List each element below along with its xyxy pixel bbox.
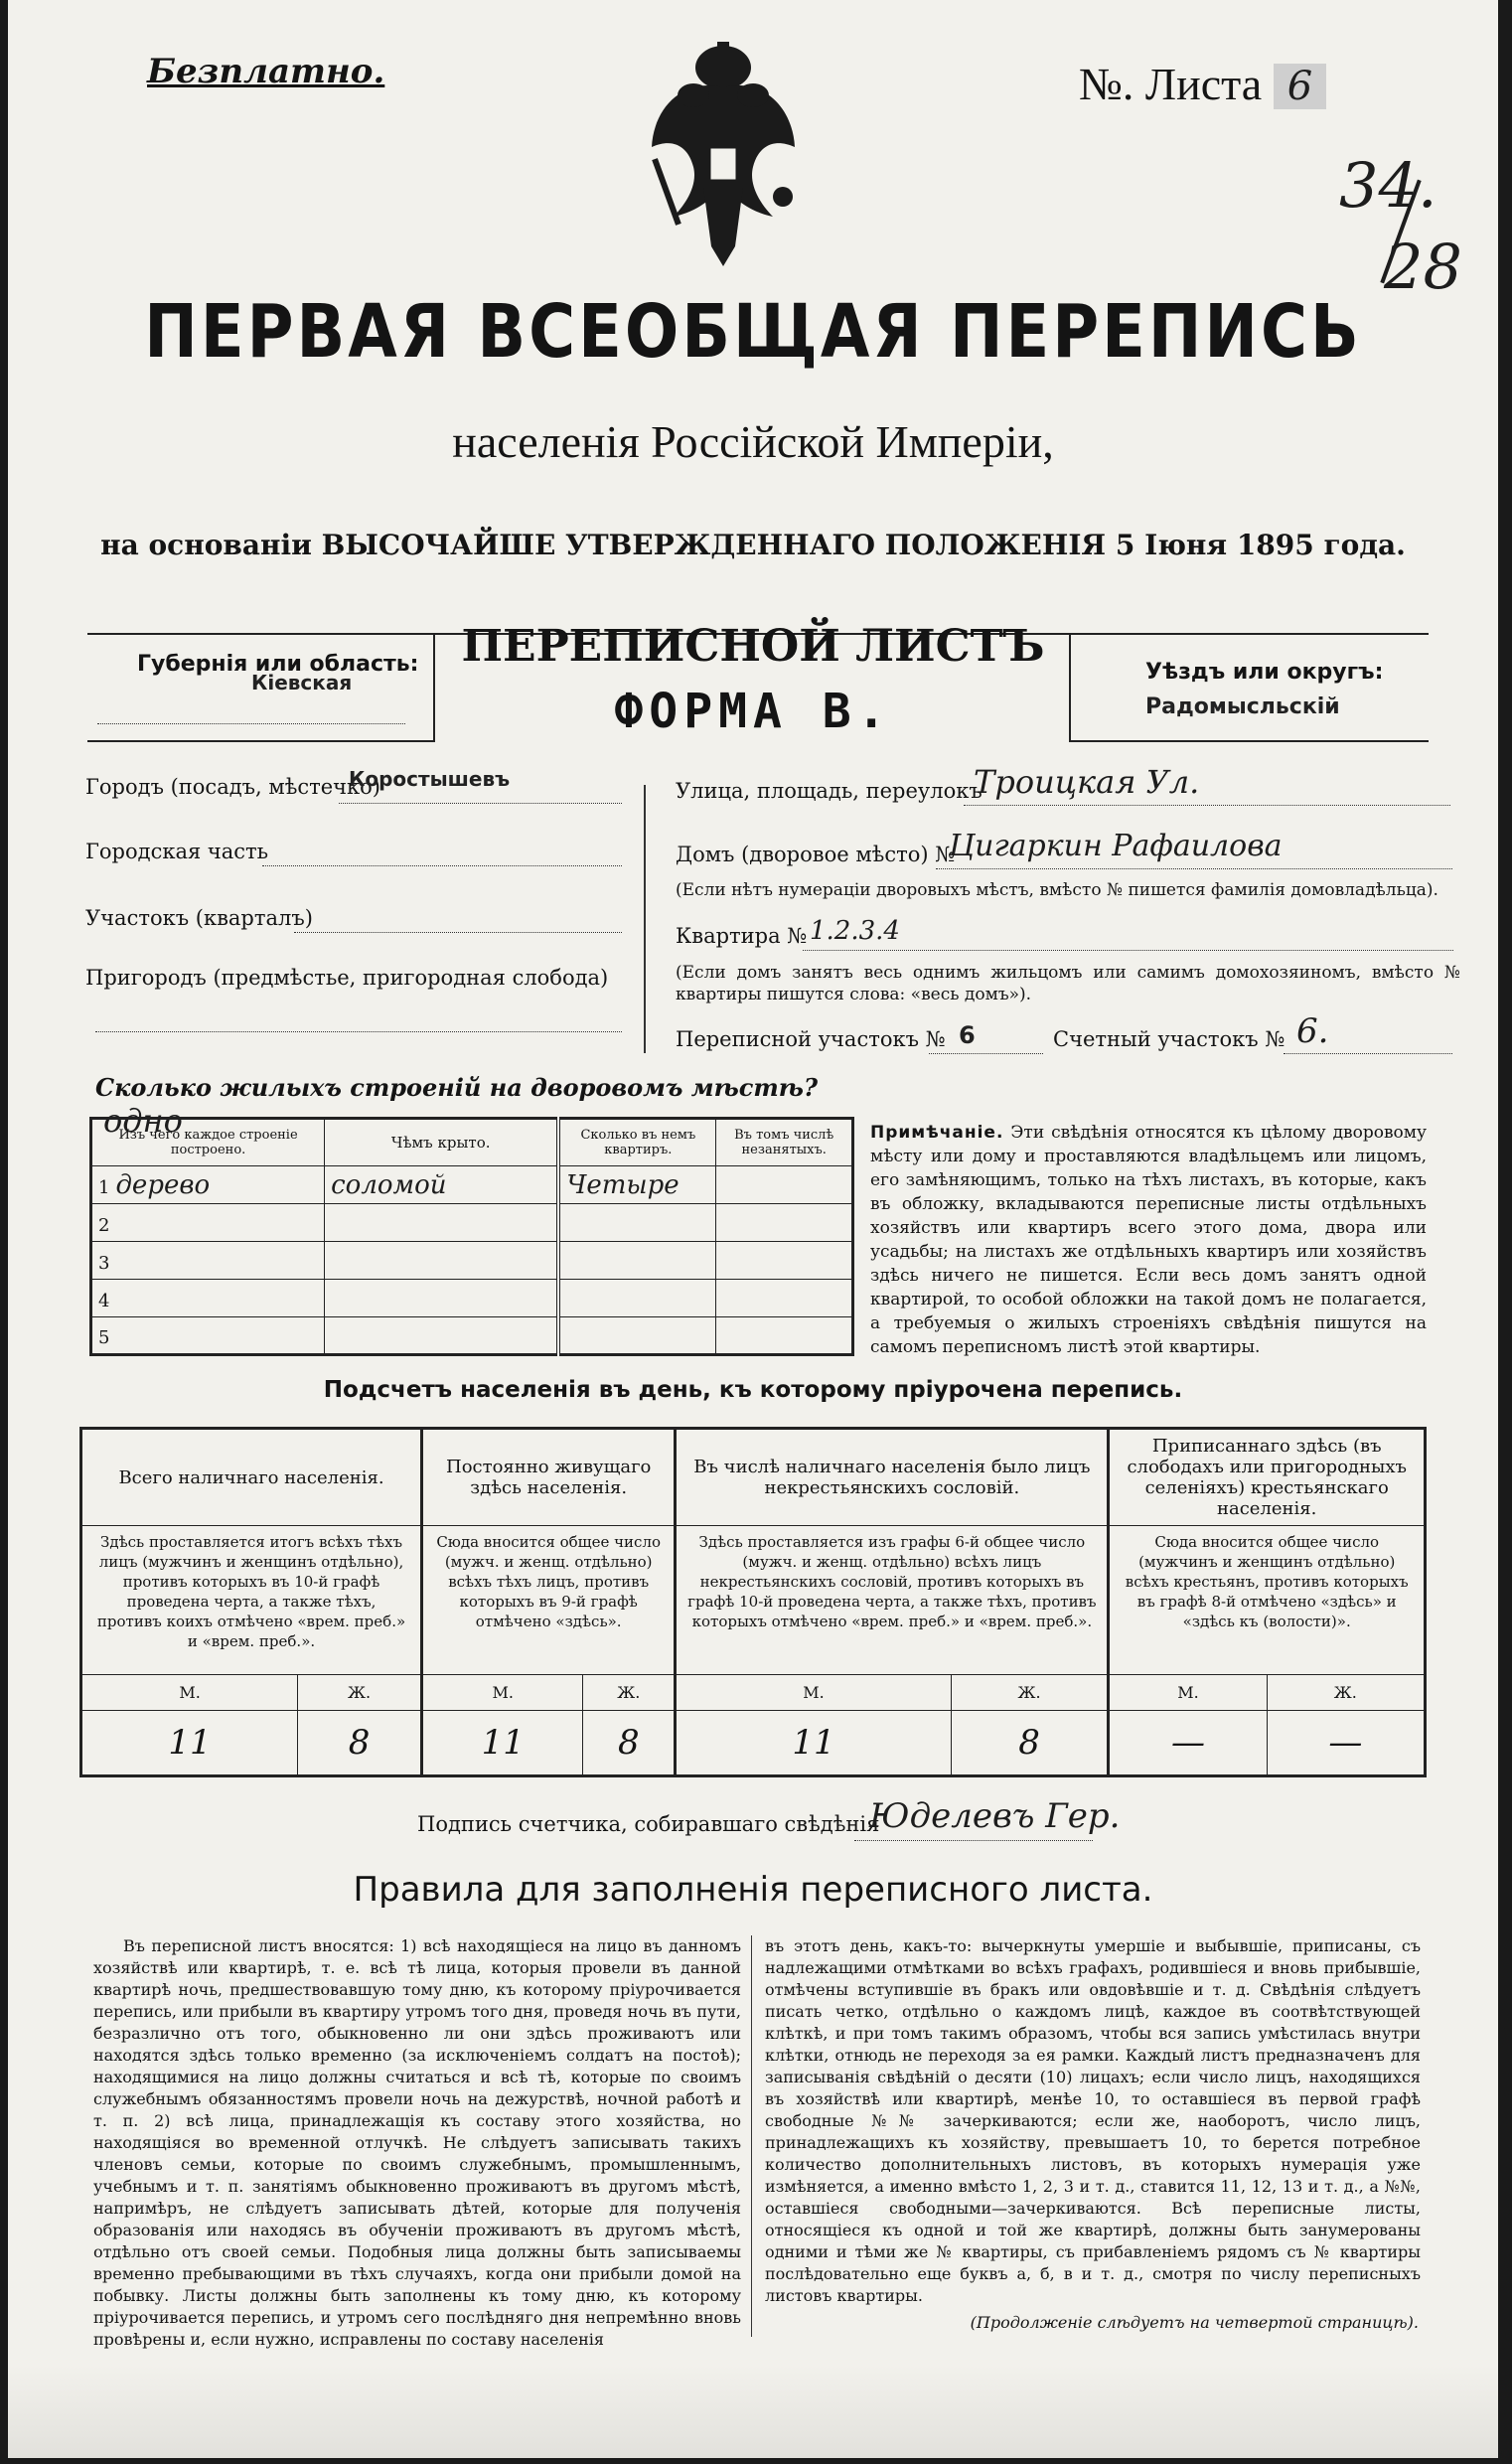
precinct-field xyxy=(85,906,622,946)
house-rule xyxy=(936,868,1452,869)
population-m-label: М. xyxy=(81,1675,298,1711)
location-divider xyxy=(644,785,646,1053)
buildings-row-number: 5 xyxy=(98,1327,110,1348)
buildings-cell-roof xyxy=(325,1242,559,1280)
signature-value: Юделевъ Гер. xyxy=(869,1796,1121,1836)
precinct-rule xyxy=(294,932,622,933)
street-field xyxy=(676,763,1460,819)
coat-of-arms xyxy=(644,38,803,276)
population-group-desc: Сюда вносится общее число (мужч. и женщ. отдѣльно) всѣхъ тѣхъ лицъ, противъ которыхъ въ 9-й графѣ отмѣчено «здѣсь». xyxy=(422,1526,676,1675)
buildings-col-apartments: Сколько въ немъ квартиръ. xyxy=(558,1119,716,1166)
buildings-cell-roof xyxy=(325,1166,559,1204)
population-m-value: 11 xyxy=(676,1711,951,1776)
buildings-cell-material xyxy=(91,1166,325,1204)
buildings-note xyxy=(870,1121,1427,1359)
population-f-value: 8 xyxy=(951,1711,1109,1776)
buildings-cell-material-value: дерево xyxy=(115,1169,211,1200)
buildings-col-vacant: Въ томъ числѣ незанятыхъ. xyxy=(716,1119,853,1166)
population-table xyxy=(79,1427,1427,1777)
suburb-label: Пригородъ (предмѣстье, пригородная слобода) xyxy=(85,966,609,990)
apartment-rule xyxy=(803,950,1453,951)
population-group-desc: Здѣсь проставляется изъ графы 6-й общее число (мужч. и женщ. отдѣльно) всѣхъ лицъ некрестьянскихъ сословій, противъ которыхъ въ графѣ 10-й проведена черта, а также тѣхъ, противъ которыхъ отмѣчено «врем. преб.» и «врем. преб.». xyxy=(676,1526,1109,1675)
town-rule xyxy=(339,803,622,804)
buildings-note-text: Эти свѣдѣнія относятся къ цѣлому дворовому мѣсту или дому и проставляются владѣльцемъ или лицомъ, его замѣняющимъ, только на тѣхъ листахъ, въ которые, какъ въ обложку, вкладываются переписные листы отдѣльныхъ хозяйствъ или квартиръ всего этого дома, двора или усадьбы; на листахъ же отдѣльныхъ квартиръ или хозяйствъ здѣсь ничего не пишется. Если весь домъ занятъ одной квартирой, то особой обложки на такой домъ не полагается, а требуемыя о жилыхъ строеніяхъ свѣдѣнія пишутся на самомъ переписномъ листѣ этой квартиры. xyxy=(870,1123,1427,1357)
buildings-cell-roof-value: соломой xyxy=(331,1169,447,1200)
census-sheet xyxy=(8,0,1498,2458)
corner-mark-top: 34. xyxy=(1339,149,1437,222)
street-label: Улица, площадь, переулокъ xyxy=(676,779,983,803)
signature-field xyxy=(417,1796,1411,1852)
population-f-value: 8 xyxy=(298,1711,422,1776)
census-district-label: Переписной участокъ № xyxy=(676,1027,946,1051)
signature-label: Подпись счетчика, собиравшаго свѣдѣнія xyxy=(417,1812,880,1836)
town-part-field xyxy=(85,840,622,879)
signature-rule xyxy=(854,1840,1093,1841)
population-f-label: Ж. xyxy=(298,1675,422,1711)
buildings-cell-material xyxy=(91,1280,325,1317)
buildings-table xyxy=(89,1117,854,1356)
province-field xyxy=(137,652,425,694)
population-group-head: Постоянно живущаго здѣсь населенія. xyxy=(422,1429,676,1526)
apartment-field xyxy=(676,916,1460,964)
rules-column-1: Въ переписной листъ вносятся: 1) всѣ находящіеся на лицо въ данномъ хозяйствѣ или квартирѣ, т. е. всѣ тѣ лица, которыя провели въ данной квартирѣ ночь, предшествовавшую тому дню, къ которому пріурочивается перепись, или прибыли въ квартиру утромъ того дня, проведя ночь въ пути, безразлично отъ того, обыкновенно ли они здѣсь проживаютъ или находятся здѣсь только временно (за исключеніемъ солдатъ на постоѣ); находящимися на лицо должны считаться и всѣ тѣ, которые по своимъ служебнымъ обязанностямъ провели ночь на дежурствѣ, ночной работѣ и т. п. 2) всѣ лица, принадлежащія къ составу этого хозяйства, но находящіяся во временной отлучкѣ. Не слѣдуетъ записывать такихъ членовъ семьи, которые по своимъ служебнымъ, промышленнымъ, учебнымъ и т. п. занятіямъ обыкновенно проживаютъ въ другомъ мѣстѣ, напримѣръ, не слѣдуетъ записывать дѣтей, которые для полученія образованія или находясь въ обученіи проживаютъ въ другомъ мѣстѣ, отдѣльно отъ своей семьи. Подобныя лица должны быть записываемы временно пребывающими въ тѣхъ случаяхъ, когда они прибыли домой на побывку. Листы должны быть заполнены къ тому дню, къ которому пріурочивается перепись, и утромъ сего послѣдняго дня непремѣнно вновь провѣрены и, если нужно, исправлены по составу населенія xyxy=(93,1936,741,2349)
population-f-label: Ж. xyxy=(583,1675,676,1711)
population-f-label: Ж. xyxy=(1267,1675,1425,1711)
buildings-cell-vacant xyxy=(716,1317,853,1355)
population-group-head: Въ числѣ наличнаго населенія было лицъ некрестьянскихъ сословій. xyxy=(676,1429,1109,1526)
sheet-number xyxy=(1079,58,1326,110)
buildings-cell-material xyxy=(91,1204,325,1242)
district-field xyxy=(1096,660,1424,719)
house-label: Домъ (дворовое мѣсто) № xyxy=(676,843,956,866)
legal-basis: на основаніи ВЫСОЧАЙШЕ УТВЕРЖДЕННАГО ПОЛОЖЕНІЯ 5 Іюня 1895 года. xyxy=(100,529,1406,561)
page-subtitle: населенія Россійской Имперіи, xyxy=(452,416,1054,467)
form-band-bottom-right-rule xyxy=(1069,740,1429,742)
buildings-cell-material xyxy=(91,1317,325,1355)
population-m-value: — xyxy=(1109,1711,1267,1776)
buildings-col-roof: Чѣмъ крыто. xyxy=(325,1119,559,1166)
district-label: Уѣздъ или округъ: xyxy=(1145,660,1384,685)
count-district-label: Счетный участокъ № xyxy=(1053,1027,1285,1051)
buildings-cell-apartments xyxy=(558,1166,716,1204)
buildings-row-number: 4 xyxy=(98,1290,110,1311)
count-district-value: 6. xyxy=(1296,1011,1329,1051)
apartment-label: Квартира № xyxy=(676,924,808,948)
town-label: Городъ (посадъ, мѣстечко) xyxy=(85,775,381,799)
buildings-row-number: 2 xyxy=(98,1214,110,1236)
count-district-rule xyxy=(1284,1053,1452,1054)
buildings-cell-vacant xyxy=(716,1204,853,1242)
province-value: Кіевская xyxy=(251,671,353,694)
buildings-cell-apartments xyxy=(558,1317,716,1355)
population-m-value: 11 xyxy=(422,1711,583,1776)
census-district-value: 6 xyxy=(959,1021,976,1049)
buildings-cell-apartments-value: Четыре xyxy=(566,1169,680,1200)
population-group-desc: Здѣсь проставляется итогъ всѣхъ тѣхъ лицъ (мужчинъ и женщинъ отдѣльно), противъ которыхъ въ 10-й графѣ проведена черта, а также тѣхъ, противъ коихъ отмѣчено «врем. преб.» и «врем. преб.». xyxy=(81,1526,422,1675)
street-rule xyxy=(964,805,1450,806)
buildings-question-answer: одно xyxy=(103,1102,183,1140)
buildings-row xyxy=(91,1166,853,1204)
population-m-value: 11 xyxy=(81,1711,298,1776)
apartment-value: 1.2.3.4 xyxy=(810,916,900,946)
population-group-head: Всего наличнаго населенія. xyxy=(81,1429,422,1526)
population-f-label: Ж. xyxy=(951,1675,1109,1711)
buildings-row xyxy=(91,1280,853,1317)
buildings-cell-roof xyxy=(325,1280,559,1317)
street-value: Троицкая Ул. xyxy=(974,763,1200,801)
buildings-row xyxy=(91,1204,853,1242)
house-field xyxy=(676,829,1460,882)
suburb-rule xyxy=(95,1031,622,1032)
buildings-row-number: 3 xyxy=(98,1252,110,1274)
population-m-label: М. xyxy=(1109,1675,1267,1711)
page-edge-shadow xyxy=(8,2365,1498,2458)
buildings-cell-vacant xyxy=(716,1166,853,1204)
buildings-col-material: Изъ чего каждое строеніе построено. xyxy=(91,1119,325,1166)
sheet-number-label: №. Листа xyxy=(1079,59,1263,109)
sheet-number-value: 6 xyxy=(1274,64,1326,109)
buildings-cell-roof xyxy=(325,1317,559,1355)
precinct-label: Участокъ (кварталъ) xyxy=(85,906,313,930)
population-f-value: — xyxy=(1267,1711,1425,1776)
house-value: Цигаркин Рафаилова xyxy=(949,829,1283,863)
suburb-field xyxy=(85,966,622,1045)
town-value: Коростышевъ xyxy=(349,767,511,791)
apartment-note: (Если домъ занятъ весь однимъ жильцомъ или самимъ домохозяиномъ, вмѣсто № квартиры пишутся слова: «весь домъ»). xyxy=(676,963,1460,1004)
form-kind: ФОРМА В. xyxy=(614,684,892,739)
buildings-row xyxy=(91,1317,853,1355)
population-group-desc: Сюда вносится общее число (мужчинъ и женщинъ отдѣльно) всѣхъ крестьянъ, противъ которыхъ въ графѣ 8-й отмѣчено «здѣсь» и «здѣсь къ (волости)». xyxy=(1109,1526,1426,1675)
census-district-rule xyxy=(929,1053,1043,1054)
house-note: (Если нѣтъ нумераціи дворовыхъ мѣстъ, вмѣсто № пишется фамилія домовладѣльца). xyxy=(676,880,1438,900)
buildings-cell-apartments xyxy=(558,1242,716,1280)
buildings-row-number: 1 xyxy=(98,1176,110,1198)
form-band-bottom-left-rule xyxy=(87,740,435,742)
town-part-label: Городская часть xyxy=(85,840,269,863)
buildings-cell-roof xyxy=(325,1204,559,1242)
province-label: Губернія или область: xyxy=(137,652,419,677)
buildings-cell-apartments xyxy=(558,1204,716,1242)
town-field xyxy=(85,767,622,815)
corner-mark-bottom: 28 xyxy=(1384,231,1462,303)
free-label: Безплатно. xyxy=(147,52,385,91)
population-m-label: М. xyxy=(676,1675,951,1711)
town-part-rule xyxy=(262,865,622,866)
province-rule xyxy=(97,723,405,724)
rules-column-2: въ этотъ день, какъ-то: вычеркнуты умершіе и выбывшіе, приписаны, съ надлежащими отмѣтками во всѣхъ графахъ, родившіеся и вновь прибывшіе, отмѣчены вступившіе въ бракъ или овдовѣвшіе и т. д. Свѣдѣнія слѣдуетъ писать четко, отдѣльно о каждомъ лицѣ, каждое въ соотвѣтствующей клѣткѣ, и при томъ такимъ образомъ, чтобы вся запись умѣстилась внутри клѣтки, отнюдь не переходя за ея рамки. Каждый листъ предназначенъ для записыванія свѣдѣній о десяти (10) лицахъ; если число лицъ, находящихся въ хозяйствѣ или квартирѣ, менѣе 10, то оставшіеся въ первой графѣ свободные №№ зачеркиваются; если же, наоборотъ, число лицъ, принадлежащихъ къ хозяйству, превышаетъ 10, то берется потребное количество дополнительныхъ листовъ, въ которыхъ нумерація уже измѣняется, а именно вмѣсто 1, 2, 3 и т. д., ставится 11, 12, 13 и т. д., а №№, оставшіеся свободными—зачеркиваются. Всѣ переписные листы, относящіеся къ одной и той же квартирѣ, должны быть занумерованы одними и тѣми же № квартиры, съ прибавленіемъ рядомъ съ № квартиры послѣдовательно еще буквъ а, б, в и т. д., смотря по числу переписныхъ листовъ квартиры. xyxy=(765,1936,1421,2305)
buildings-cell-apartments xyxy=(558,1280,716,1317)
rules-title: Правила для заполненія переписного листа. xyxy=(353,1870,1153,1910)
district-value: Радомысльскій xyxy=(1145,694,1340,719)
population-title: Подсчетъ населенія въ день, къ которому пріурочена перепись. xyxy=(323,1377,1183,1403)
buildings-cell-vacant xyxy=(716,1242,853,1280)
buildings-note-title: Примѣчаніе. xyxy=(870,1123,1004,1143)
population-group-head: Приписаннаго здѣсь (въ слободахъ или пригородныхъ селеніяхъ) крестьянскаго населенія. xyxy=(1109,1429,1426,1526)
district-numbers xyxy=(676,1011,1460,1067)
buildings-cell-material xyxy=(91,1242,325,1280)
double-headed-eagle-icon xyxy=(644,38,803,276)
population-m-label: М. xyxy=(422,1675,583,1711)
rules-continuation: (Продолженіе слѣдуетъ на четвертой страницѣ). xyxy=(970,2313,1419,2332)
form-title: ПЕРЕПИСНОЙ ЛИСТЪ xyxy=(461,621,1045,672)
buildings-cell-vacant xyxy=(716,1280,853,1317)
buildings-row xyxy=(91,1242,853,1280)
buildings-question-label: Сколько жилыхъ строеній на дворовомъ мѣстѣ? xyxy=(95,1073,819,1102)
page-title: ПЕРВАЯ ВСЕОБЩАЯ ПЕРЕПИСЬ xyxy=(144,290,1362,376)
population-f-value: 8 xyxy=(583,1711,676,1776)
rules-divider xyxy=(751,1935,752,2337)
